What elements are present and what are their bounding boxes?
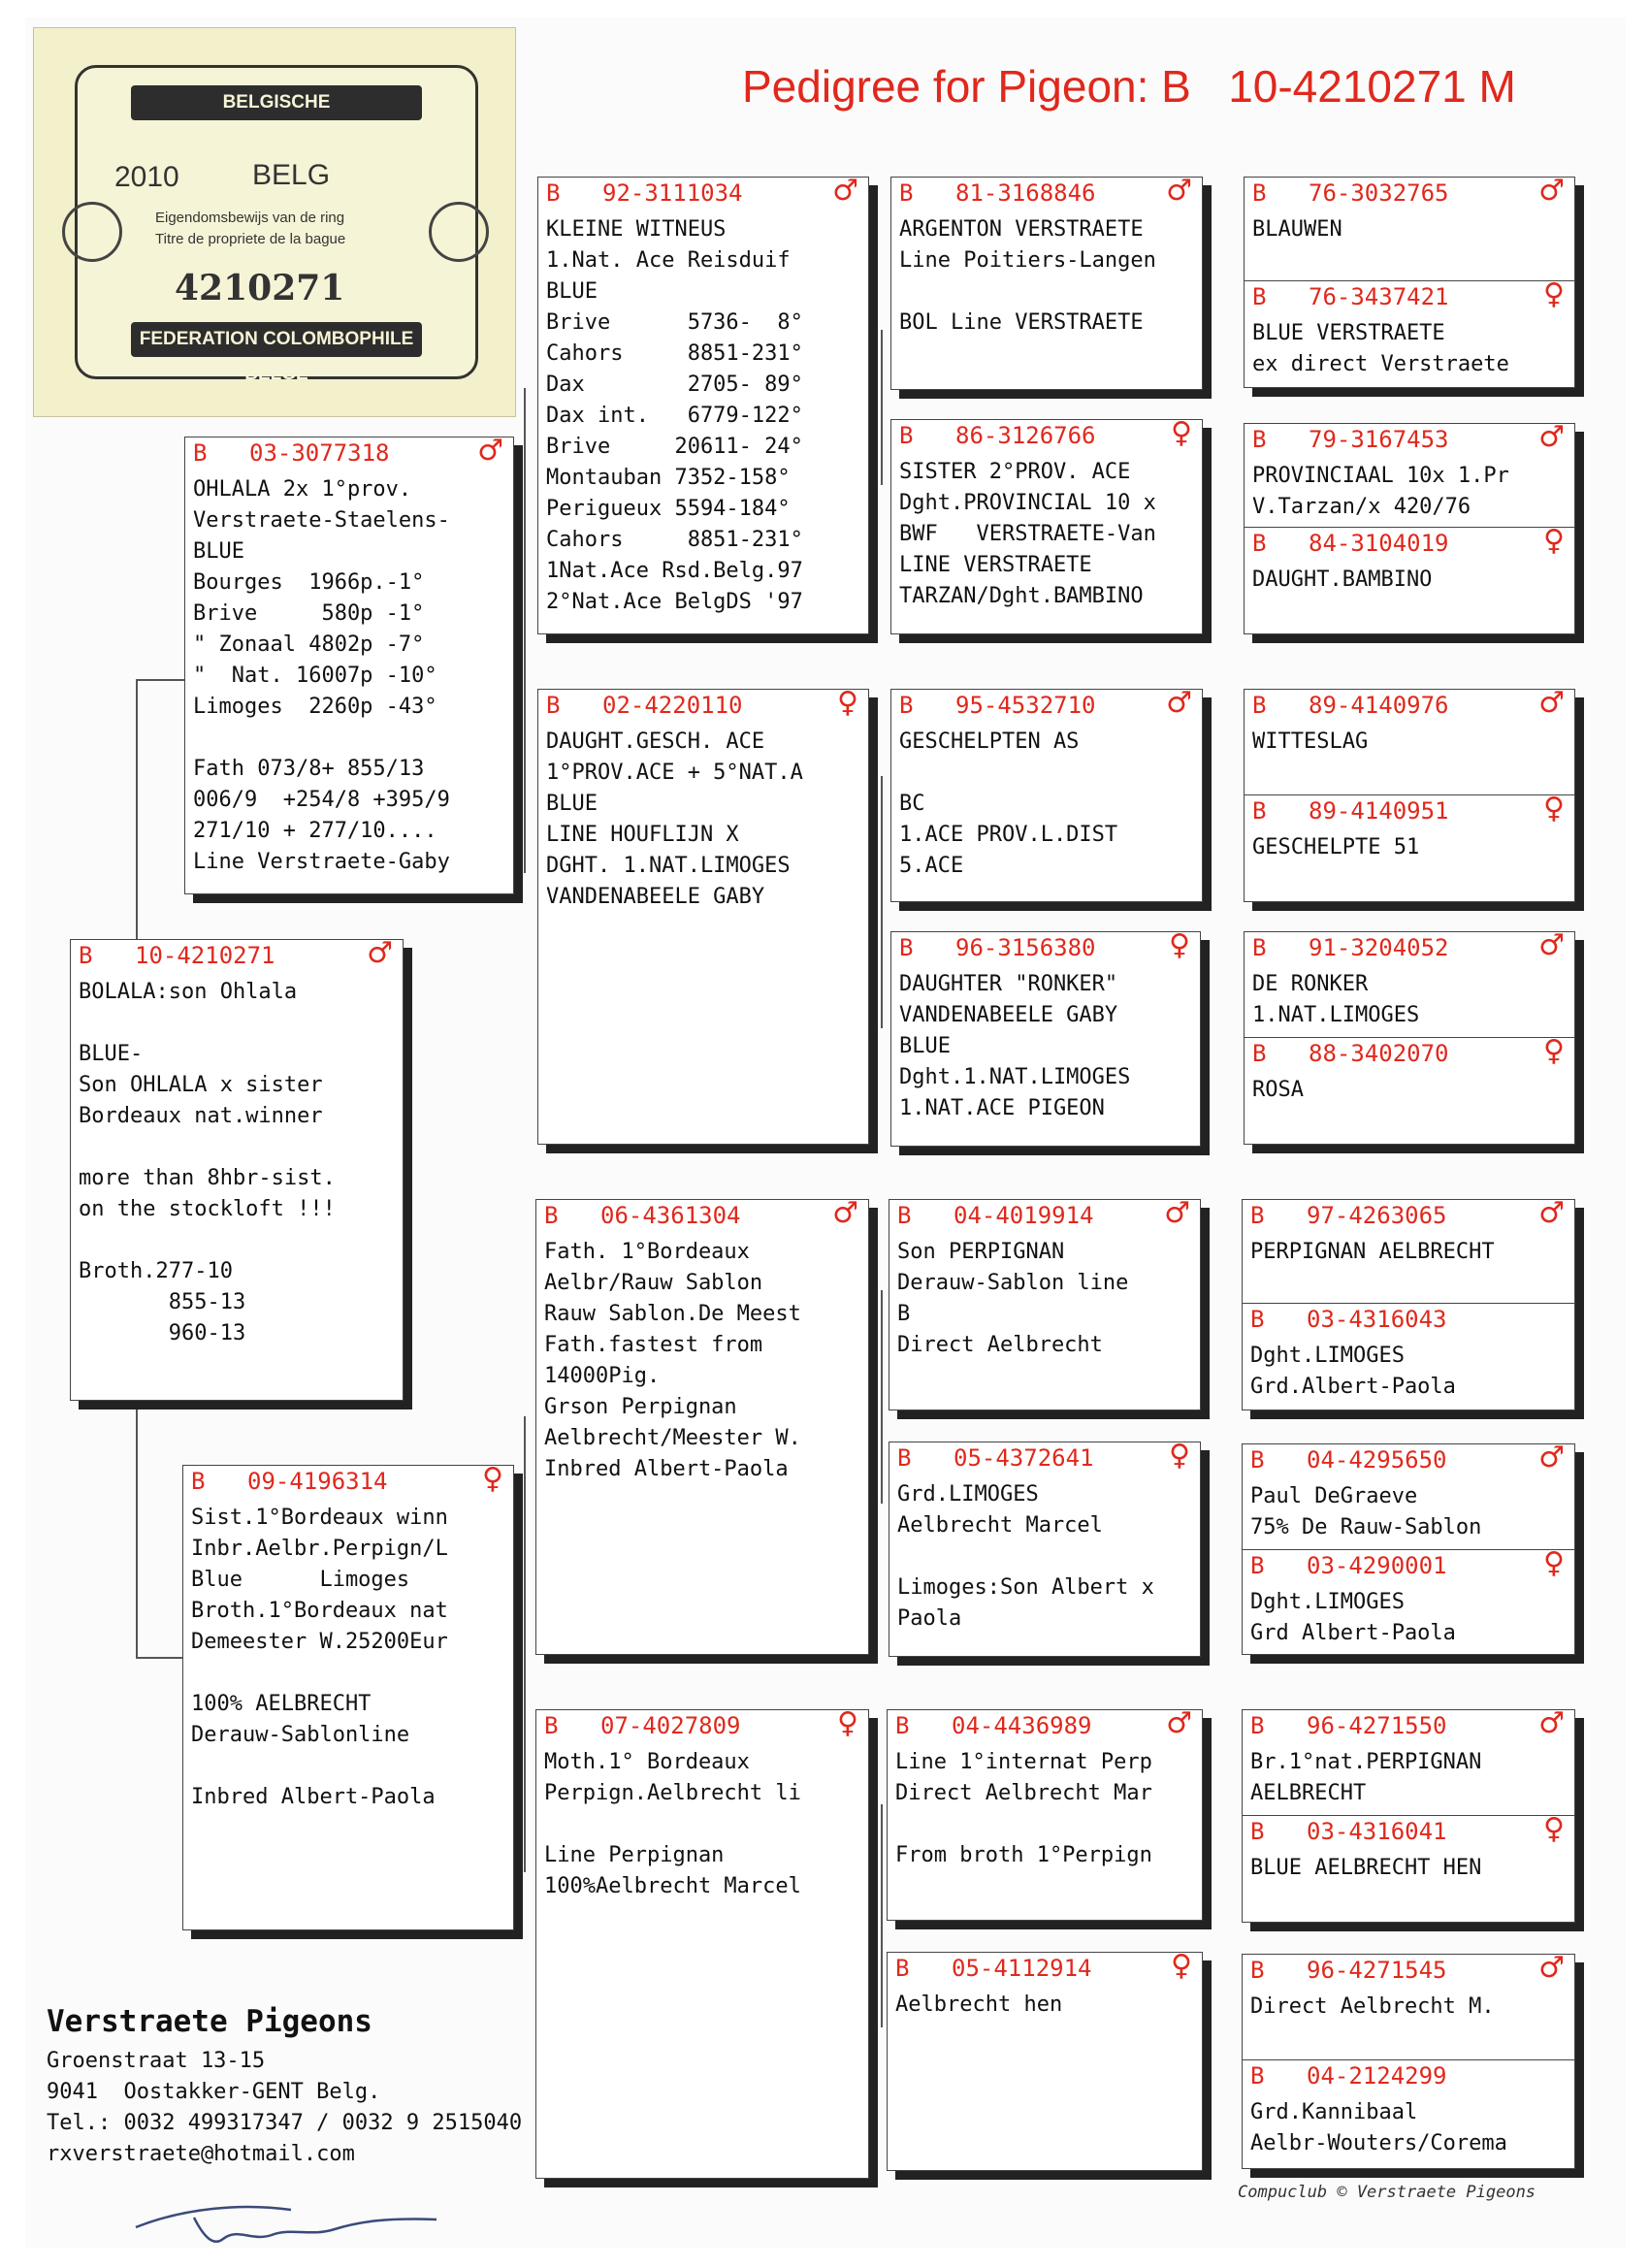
ring-number: 05-4112914 [952, 1955, 1092, 1982]
connector-line [881, 1804, 883, 2027]
bird-notes: DE RONKER 1.NAT.LIMOGES [1252, 972, 1420, 1027]
ring-number: 97-4263065 [1307, 1202, 1447, 1229]
ring-number: 03-4316041 [1307, 1818, 1447, 1845]
ring-number: 04-2124299 [1307, 2062, 1447, 2090]
bird-notes: Son PERPIGNAN Derauw-Sablon line B Direct Aelbrecht [897, 1240, 1129, 1357]
ring-certificate [33, 27, 516, 417]
bird-card-pair-5[interactable] [1242, 1196, 1575, 1410]
ring-number: 96-3156380 [955, 934, 1096, 961]
bird-card-dam-dam[interactable] [535, 1706, 869, 2179]
ring-country: BELG [252, 159, 331, 191]
connector-line [881, 1290, 883, 1504]
bird-card-sire-dam[interactable] [537, 686, 869, 1145]
bird-card-pair-4[interactable] [1244, 928, 1575, 1145]
certificate-frame [75, 65, 478, 384]
bird-card-header [1250, 1441, 1565, 1475]
ring-number: 03-3077318 [249, 439, 390, 467]
bird-subcard [1243, 1546, 1574, 1645]
connector-line [136, 1405, 138, 1659]
bird-card-header [897, 1196, 1190, 1231]
country-code: B [895, 1955, 910, 1982]
ring-number: 88-3402070 [1309, 1040, 1449, 1067]
ring-number: 79-3167453 [1309, 426, 1449, 453]
bird-card-header [1252, 174, 1565, 209]
bird-notes: BLUE VERSTRAETE ex direct Verstraete [1252, 321, 1509, 376]
country-code: B [1250, 1306, 1265, 1333]
country-code: B [1250, 1818, 1265, 1845]
bird-card-header [1252, 277, 1565, 312]
ring-number: 89-4140976 [1309, 692, 1449, 719]
bird-notes: Direct Aelbrecht M. [1250, 1994, 1495, 2019]
bird-notes: BLUE AELBRECHT HEN [1250, 1856, 1482, 1880]
bird-card-header [191, 1462, 503, 1497]
male-symbol-icon: ♂ [832, 174, 858, 208]
breeder-email[interactable]: rxverstraete@hotmail.com [47, 2142, 355, 2166]
ring-number: 76-3032765 [1309, 179, 1449, 207]
bird-notes: Aelbrecht hen [895, 1993, 1063, 2017]
bird-notes: KLEINE WITNEUS 1.Nat. Ace Reisduif BLUE Brive 5736- 8° Cahors 8851-231° Dax 2705- 89° Dax int. 6779-122° Brive 20611- 24° Montauban 7352-158° Perigueux 5594-184° Cahors 8851-231° 1Nat.Ace Rsd.Belg.97 2°Nat.Ace BelgDS '97 [546, 217, 803, 614]
female-symbol-icon: ♀ [837, 1706, 858, 1740]
bird-notes: Dght.LIMOGES Grd Albert-Paola [1250, 1590, 1456, 1645]
federation-band-bottom: FEDERATION COLOMBOPHILE BELGE [131, 322, 422, 357]
bird-card-header [1250, 1546, 1565, 1581]
country-code: B [1252, 426, 1267, 453]
ring-number: 89-4140951 [1309, 797, 1449, 825]
ring-number: 04-4295650 [1307, 1446, 1447, 1474]
female-symbol-icon: ♀ [1543, 1812, 1565, 1846]
ring-number: 03-4316043 [1307, 1306, 1447, 1333]
bird-notes: SISTER 2°PROV. ACE Dght.PROVINCIAL 10 x BWF VERSTRAETE-Van LINE VERSTRAETE TARZAN/Dght.BAMBINO [899, 460, 1156, 608]
bird-notes: OHLALA 2x 1°prov. Verstraete-Staelens- BLUE Bourges 1966p.-1° Brive 580p -1° " Zonaal 4802p -7° " Nat. 16007p -10° Limoges 2260p -43° Fath 073/8+ 855/13 006/9 +254/8 +395/9 271/10 + 277/10.... Line Verstraete-Gaby [193, 477, 450, 874]
bird-card-header [79, 936, 393, 971]
ring-number: 76-3437421 [1309, 283, 1449, 310]
ring-number: 4210271 [175, 268, 345, 308]
bird-card-header [899, 686, 1192, 721]
ring-number: 03-4290001 [1307, 1552, 1447, 1579]
bird-notes: GESCHELPTE 51 [1252, 835, 1420, 859]
ring-number: 84-3104019 [1309, 530, 1449, 557]
country-code: B [899, 934, 914, 961]
bird-card-header [1250, 2062, 1565, 2091]
ring-number: 05-4372641 [954, 1444, 1094, 1472]
bird-notes: DAUGHTER "RONKER" VANDENABEELE GABY BLUE Dght.1.NAT.LIMOGES 1.NAT.ACE PIGEON [899, 972, 1131, 1120]
ring-number: 07-4027809 [600, 1712, 741, 1739]
bird-card-header [1252, 1034, 1565, 1069]
bird-notes: WITTESLAG [1252, 729, 1369, 754]
male-symbol-icon: ♂ [1538, 928, 1565, 962]
country-code: B [544, 1202, 559, 1229]
country-code: B [897, 1444, 912, 1472]
ring-year: 2010 [114, 161, 179, 193]
connector-line [881, 776, 883, 1028]
ring-number: 10-4210271 [135, 942, 275, 969]
connector-line [524, 1416, 526, 1872]
bird-notes: Grd.Kannibaal Aelbr-Wouters/Corema [1250, 2100, 1507, 2155]
country-code: B [1250, 1446, 1265, 1474]
country-code: B [1252, 530, 1267, 557]
bird-card-subject[interactable] [70, 936, 404, 1401]
bird-card-dam-sire[interactable] [535, 1196, 869, 1655]
connector-line [136, 679, 138, 941]
bird-card-ssd[interactable] [890, 416, 1203, 634]
bird-card-header [899, 928, 1190, 963]
male-symbol-icon: ♂ [1166, 1706, 1192, 1740]
male-symbol-icon: ♂ [1538, 1196, 1565, 1230]
country-code: B [1252, 1040, 1267, 1067]
country-code: B [1252, 283, 1267, 310]
female-symbol-icon: ♀ [1543, 792, 1565, 826]
bird-card-header [546, 686, 858, 721]
country-code: B [1250, 1552, 1265, 1579]
bird-notes: PERPIGNAN AELBRECHT [1250, 1240, 1495, 1264]
bird-card-sds[interactable] [890, 686, 1203, 902]
country-code: B [546, 179, 561, 207]
female-symbol-icon: ♀ [1169, 1439, 1190, 1473]
bird-notes: Fath. 1°Bordeaux Aelbr/Rauw Sablon Rauw Sablon.De Meest Fath.fastest from 14000Pig. Grson Perpignan Aelbrecht/Meester W. Inbred Albert-Paola [544, 1240, 801, 1481]
female-symbol-icon: ♀ [1543, 1546, 1565, 1580]
bird-notes: Dght.LIMOGES Grd.Albert-Paola [1250, 1344, 1456, 1399]
country-code: B [899, 179, 914, 207]
connector-line [136, 679, 186, 681]
bird-notes: DAUGHT.GESCH. ACE 1°PROV.ACE + 5°NAT.A BLUE LINE HOUFLIJN X DGHT. 1.NAT.LIMOGES VANDENABEELE GABY [546, 729, 803, 909]
bird-notes: Paul DeGraeve 75% De Rauw-Sablon [1250, 1484, 1482, 1539]
federation-band-top: BELGISCHE DUIVENLIEFHEBBERSBOND [131, 85, 422, 120]
male-symbol-icon: ♂ [1538, 1951, 1565, 1985]
bird-card-header [544, 1706, 858, 1741]
country-code: B [1250, 2062, 1265, 2090]
bird-notes: Grd.LIMOGES Aelbrecht Marcel Limoges:Son Albert x Paola [897, 1482, 1154, 1631]
bird-card-pair-3[interactable] [1244, 686, 1575, 902]
crown-seal-icon [429, 202, 489, 262]
bird-notes: Moth.1° Bordeaux Perpign.Aelbrecht li Line Perpignan 100%Aelbrecht Marcel [544, 1750, 801, 1898]
bird-notes: ROSA [1252, 1078, 1304, 1102]
female-symbol-icon: ♀ [1543, 1034, 1565, 1068]
bird-card-header [193, 434, 503, 469]
bird-subcard [1245, 1034, 1574, 1102]
bird-subcard [1245, 277, 1574, 376]
bird-card-header [1250, 1306, 1565, 1335]
ring-number: 92-3111034 [602, 179, 743, 207]
country-code: B [79, 942, 93, 969]
bird-card-ddd[interactable] [887, 1949, 1203, 2171]
bird-card-pair-6[interactable] [1242, 1443, 1575, 1655]
bird-card-dss[interactable] [889, 1196, 1201, 1410]
bird-card-header [1252, 524, 1565, 559]
country-code: B [895, 1712, 910, 1739]
bird-notes: Line 1°internat Perp Direct Aelbrecht Mar From broth 1°Perpign [895, 1750, 1152, 1867]
certificate-line-1: Eigendomsbewijs van de ring [155, 210, 345, 226]
page-title: Pedigree for Pigeon: B 10-4210271 M [742, 61, 1516, 112]
male-symbol-icon: ♂ [832, 1196, 858, 1230]
female-symbol-icon: ♀ [1543, 524, 1565, 558]
bird-card-sire[interactable] [184, 434, 514, 894]
bird-card-sdd[interactable] [890, 928, 1201, 1147]
bird-card-header [1250, 1196, 1565, 1231]
breeder-name: Verstraete Pigeons [47, 2004, 372, 2039]
country-code: B [1252, 179, 1267, 207]
bird-card-header [546, 174, 858, 209]
bird-subcard [1245, 792, 1574, 859]
bird-card-pair-1[interactable] [1244, 174, 1575, 388]
male-symbol-icon: ♂ [1166, 686, 1192, 720]
male-symbol-icon: ♂ [1538, 420, 1565, 454]
ring-number: 02-4220110 [602, 692, 743, 719]
female-symbol-icon: ♀ [1543, 277, 1565, 311]
country-code: B [193, 439, 208, 467]
bird-card-header [899, 416, 1192, 451]
ring-number: 91-3204052 [1309, 934, 1449, 961]
bird-card-header [897, 1439, 1190, 1474]
bird-card-sire-sire[interactable] [537, 174, 869, 634]
country-code: B [1250, 1202, 1265, 1229]
bird-card-sss[interactable] [890, 174, 1203, 390]
bird-card-pair-2[interactable] [1244, 420, 1575, 634]
bird-card-pair-8[interactable] [1242, 1951, 1575, 2169]
ring-number: 81-3168846 [955, 179, 1096, 207]
seal-icon [62, 202, 122, 262]
signature [126, 2188, 446, 2256]
male-symbol-icon: ♂ [1538, 1706, 1565, 1740]
country-code: B [544, 1712, 559, 1739]
bird-card-header [1250, 1951, 1565, 1986]
male-symbol-icon: ♂ [1538, 174, 1565, 208]
ring-number: 96-4271545 [1307, 1957, 1447, 1984]
bird-card-header [895, 1706, 1192, 1741]
bird-card-dds[interactable] [887, 1706, 1203, 1921]
bird-card-header [895, 1949, 1192, 1984]
female-symbol-icon: ♀ [1171, 1949, 1192, 1983]
bird-card-header [1252, 686, 1565, 721]
country-code: B [897, 1202, 912, 1229]
male-symbol-icon: ♂ [1166, 174, 1192, 208]
bird-subcard [1243, 2059, 1574, 2155]
connector-line [524, 388, 526, 873]
breeder-street: Groenstraat 13-15 [47, 2049, 266, 2073]
bird-card-header [1252, 928, 1565, 963]
bird-subcard [1243, 1812, 1574, 1880]
bird-subcard [1243, 1303, 1574, 1399]
male-symbol-icon: ♂ [477, 434, 503, 468]
bird-card-header [1250, 1812, 1565, 1847]
breeder-city: 9041 Oostakker-GENT Belg. [47, 2080, 381, 2104]
ring-number: 04-4019914 [954, 1202, 1094, 1229]
country-code: B [899, 422, 914, 449]
ring-number: 04-4436989 [952, 1712, 1092, 1739]
ring-number: 86-3126766 [955, 422, 1096, 449]
country-code: B [899, 692, 914, 719]
female-symbol-icon: ♀ [837, 686, 858, 720]
ring-number: 96-4271550 [1307, 1712, 1447, 1739]
bird-subcard [1245, 524, 1574, 592]
female-symbol-icon: ♀ [482, 1462, 503, 1496]
country-code: B [1250, 1957, 1265, 1984]
country-code: B [191, 1468, 206, 1495]
country-code: B [1252, 692, 1267, 719]
bird-notes: BLAUWEN [1252, 217, 1342, 242]
country-code: B [1252, 797, 1267, 825]
bird-notes: ARGENTON VERSTRAETE Line Poitiers-Langen BOL Line VERSTRAETE [899, 217, 1156, 335]
bird-notes: Br.1°nat.PERPIGNAN AELBRECHT [1250, 1750, 1482, 1805]
bird-notes: BOLALA:son Ohlala BLUE- Son OHLALA x sister Bordeaux nat.winner more than 8hbr-sist. on the stockloft !!! Broth.277-10 855-13 960-13 [79, 980, 336, 1345]
bird-card-header [1252, 420, 1565, 455]
ring-number: 09-4196314 [247, 1468, 388, 1495]
software-credit: Compuclub © Verstraete Pigeons [1238, 2183, 1536, 2202]
bird-card-header [1250, 1706, 1565, 1741]
female-symbol-icon: ♀ [1169, 928, 1190, 962]
bird-card-dsd[interactable] [889, 1439, 1201, 1657]
female-symbol-icon: ♀ [1171, 416, 1192, 450]
bird-card-header [1252, 792, 1565, 826]
bird-card-pair-7[interactable] [1242, 1706, 1575, 1923]
certificate-line-2: Titre de propriete de la bague [155, 231, 346, 247]
bird-card-header [544, 1196, 858, 1231]
bird-notes: GESCHELPTEN AS BC 1.ACE PROV.L.DIST 5.ACE [899, 729, 1118, 878]
bird-notes: PROVINCIAAL 10x 1.Pr V.Tarzan/x 420/76 [1252, 464, 1509, 519]
connector-line [881, 330, 883, 485]
bird-card-dam[interactable] [182, 1462, 514, 1930]
male-symbol-icon: ♂ [367, 936, 393, 970]
male-symbol-icon: ♂ [1538, 686, 1565, 720]
country-code: B [1250, 1712, 1265, 1739]
ring-number: 95-4532710 [955, 692, 1096, 719]
country-code: B [546, 692, 561, 719]
ring-number: 06-4361304 [600, 1202, 741, 1229]
male-symbol-icon: ♂ [1538, 1441, 1565, 1474]
breeder-phone: Tel.: 0032 499317347 / 0032 9 2515040 [47, 2111, 523, 2135]
bird-notes: DAUGHT.BAMBINO [1252, 567, 1433, 592]
male-symbol-icon: ♂ [1164, 1196, 1190, 1230]
country-code: B [1252, 934, 1267, 961]
bird-notes: Sist.1°Bordeaux winn Inbr.Aelbr.Perpign/L Blue Limoges Broth.1°Bordeaux nat Demeester W.25200Eur 100% AELBRECHT Derauw-Sablonline Inbred Albert-Paola [191, 1506, 448, 1809]
bird-card-header [899, 174, 1192, 209]
connector-line [136, 1657, 184, 1659]
